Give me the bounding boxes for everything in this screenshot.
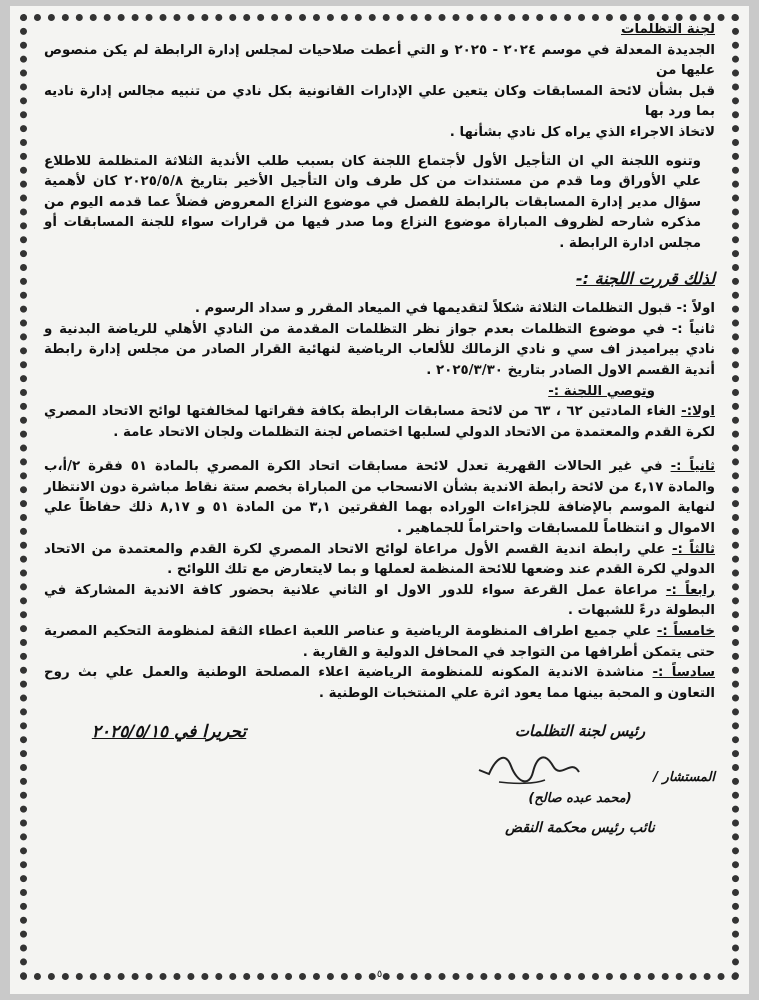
- decision-2: ثانياً :- في موضوع التظلمات بعدم جواز نظر التظلمات المقدمة من النادي الأهلي للرياضة البدنية و نادي بيراميدز اف سي و نادي الزمالك للألعاب الرياضية لنهائية القرار الصادر من مجلس إدارة رابطة أندية القسم الاول الصادر بتاريخ ٢٠٢٥/٣/٣٠ .: [44, 321, 715, 378]
- decision-1: اولاً :- قبول التظلمات الثلاثة شكلاً لتقديمها في الميعاد المقرر و سداد الرسوم .: [194, 301, 715, 317]
- rec-2: في غير الحالات القهرية تعدل لائحة مسابقات اتحاد الكرة المصري بالمادة ٥١ فقرة ٢/أ،ب والمادة ٤,١٧ من لائحة رابطة الاندية بشأن الانسحاب من المباراة بخصم ستة نقاط مباشرة دون الانتظار لنهاية الموسم بالإضافة للجزاءات الوراده بهما الفقرتين ٣,١ من المادة ٥١ و ٨,١٧ ذلك حفاظاً علي الاموال و انتظاماً للمسابقات واحتراماً للجماهير .: [44, 459, 716, 537]
- page-number: ٥: [376, 969, 383, 980]
- intro-line: الجديدة المعدلة في موسم ٢٠٢٤ - ٢٠٢٥ و التي أعطت صلاحيات لمجلس إدارة الرابطة لم يكن منصوص عليها من: [44, 42, 715, 79]
- header-text: لجنة التظلمات: [621, 22, 715, 37]
- rec-5-lead: خامساً :-: [656, 624, 715, 640]
- signer-name: (محمد عبده صالح): [528, 791, 632, 806]
- rec-3: علي رابطة اندية القسم الأول مراعاة لوائح الاتحاد المصري لكرة القدم والمعتمدة من الاتحاد الدولي لكرة القدم عند وضعها للائحة المنظمة لعملها و بما لايتعارض مع تلك اللوائح .: [44, 541, 715, 578]
- chair-title: رئيس لجنة التظلمات: [514, 722, 646, 740]
- counselor-label: المستشار /: [653, 770, 715, 785]
- intro-line: قبل بشأن لائحة المسابقات وكان يتعين علي الإدارات القانونية بكل نادي من تنبيه مجالس إدارة ناديه بما ورد بها: [44, 83, 715, 120]
- signature-block: [44, 722, 715, 862]
- issue-date: تحريرا في ٢٠٢٥/٥/١٥: [91, 722, 247, 742]
- rec-6: مناشدة الاندية المكونه للمنظومة الرياضية اعلاء المصلحة الوطنية والعمل علي بث روح التعاون و المحبة بينها مما يعود اثرة علي المنتخبات الوطنية .: [44, 665, 715, 701]
- rec-6-lead: سادساً :-: [652, 665, 715, 681]
- rec-4: مراعاة عمل القرعة سواء للدور الاول او الثاني علانية بحضور كافة الاندية المشاركة في البطولة درءً للشبهات .: [44, 582, 715, 619]
- rec-5: علي جميع اطراف المنظومة الرياضية و عناصر اللعبة اعطاء الثقة لمنظومة التحكيم المصرية حتى يتمكن أطرافها من التواجد في المحافل الدولية و القارية .: [44, 624, 715, 660]
- date-block: [54, 722, 284, 742]
- recommend-heading: وتوصي اللجنة :-: [548, 383, 655, 399]
- intro-line: لاتخاذ الاجراء الذي يراه كل نادي بشأنها .: [449, 124, 715, 140]
- rec-4-lead: رابعاً :-: [665, 582, 715, 598]
- rec-2-lead: ثانياً :-: [670, 459, 716, 475]
- rec-1: الغاء المادتين ٦٢ ، ٦٣ من لائحة مسابقات الرابطة بكافة فقراتها لمخالفتها لوائح الاتحاد المصري لكرة القدم والمعتمدة من الاتحاد الدولي لسلبها اختصاص لجنة التظلمات ولجان الاتحاد عامة .: [44, 404, 715, 440]
- signer-court: نائب رئيس محكمة النقض: [505, 820, 655, 836]
- handwritten-signature: [475, 752, 585, 786]
- rec-3-lead: ثالثاً :-: [671, 541, 715, 557]
- decision-heading: لذلك قررت اللجنة :-: [576, 268, 715, 288]
- paragraph-2: وتنوه اللجنة الي ان التأجيل الأول لأجتماع اللجنة كان بسبب طلب الأندية الثلاثة المتظلمة للاطلاع علي الأوراق وما قدم من مستندات من كل طرف وان التأجيل الأخير بتاريخ ٢٠٢٥/٥/٨ كان لأهمية سؤال مدير إدارة المسابقات بالرابطة للفصل في موضوع النزاع المعروض فضلاً عما قدمه اليوم من مذكره شارحه لظروف المباراة موضوع النزاع وما صدر فيها من قرارات سواء للجنة المسابقات أو مجلس ادارة الرابطة .: [44, 153, 702, 251]
- document-page: [10, 6, 749, 994]
- rec-1-lead: اولا:-: [681, 404, 715, 420]
